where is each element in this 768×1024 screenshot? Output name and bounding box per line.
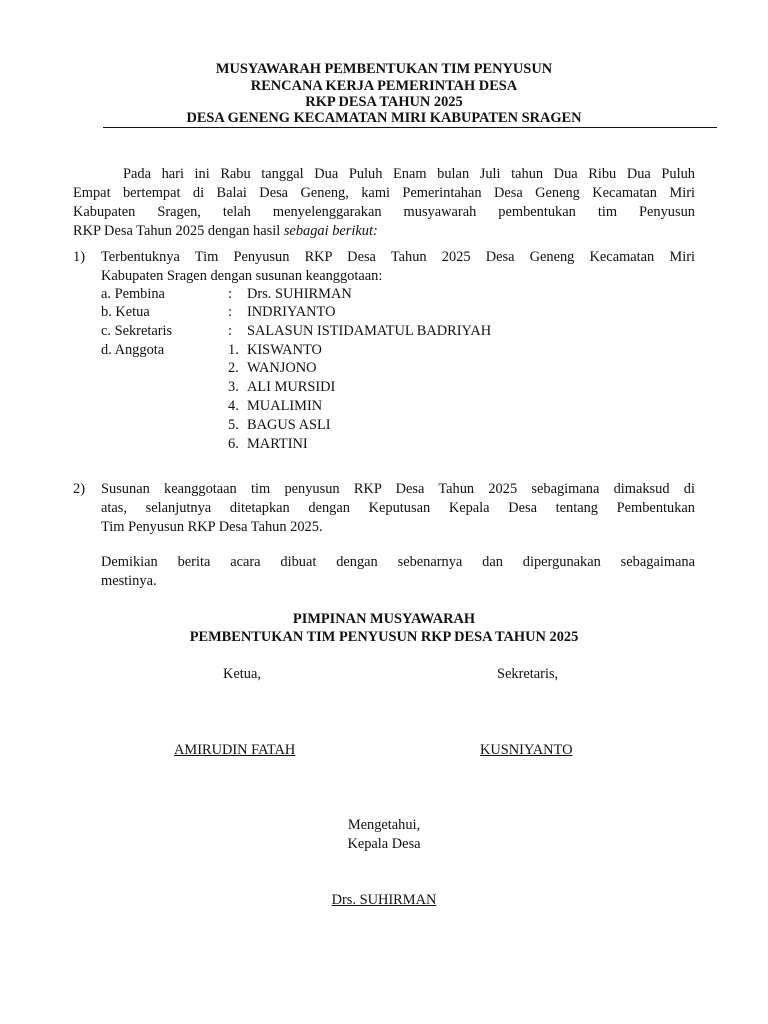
closing-line-2: mestinya. <box>101 573 157 589</box>
closing-paragraph <box>101 553 695 591</box>
item-2-number: 2) <box>73 481 85 497</box>
ketua-label: Ketua, <box>223 666 261 682</box>
header-line-4: DESA GENENG KECAMATAN MIRI KABUPATEN SRAGEN <box>186 110 582 126</box>
member-name: ALI MURSIDI <box>247 379 336 395</box>
role-separator: : <box>228 304 232 320</box>
item-1-line-2: Kabupaten Sragen dengan susunan keanggotaan: <box>101 268 383 284</box>
role-name: SALASUN ISTIDAMATUL BADRIYAH <box>247 323 492 339</box>
header-line-3: RKP DESA TAHUN 2025 <box>305 94 463 110</box>
intro-paragraph <box>73 165 695 241</box>
intro-line-1: Pada hari ini Rabu tanggal Dua Puluh Enam bulan Juli tahun Dua Ribu Dua Puluh <box>123 166 695 182</box>
ketua-signature-name: AMIRUDIN FATAH <box>174 742 296 758</box>
item-1-text <box>101 248 695 286</box>
acknowledgement-line-2: Kepala Desa <box>347 836 421 852</box>
leadership-title-2: PEMBENTUKAN TIM PENYUSUN RKP DESA TAHUN 2025 <box>189 629 579 645</box>
role-label: b. Ketua <box>101 304 150 320</box>
member-number: 4. <box>228 398 239 414</box>
intro-line-2: Empat bertempat di Balai Desa Geneng, kami Pemerintahan Desa Geneng Kecamatan Miri <box>73 185 695 201</box>
intro-line-3: Kabupaten Sragen, telah menyelenggarakan musyawarah pembentukan tim Penyusun <box>73 204 695 220</box>
role-separator: : <box>228 286 232 302</box>
role-separator: 1. <box>228 342 239 358</box>
member-name: BAGUS ASLI <box>247 417 331 433</box>
role-label: d. Anggota <box>101 342 165 358</box>
intro-line-4-italic: sebagai berikut: <box>283 223 378 239</box>
member-number: 6. <box>228 436 239 452</box>
item-2-text <box>101 480 695 537</box>
member-name: MARTINI <box>247 436 308 452</box>
role-label: a. Pembina <box>101 286 165 302</box>
member-name: MUALIMIN <box>247 398 323 414</box>
member-number: 3. <box>228 379 239 395</box>
kepala-desa-name: Drs. SUHIRMAN <box>331 892 437 908</box>
intro-line-4-text: RKP Desa Tahun 2025 dengan hasil <box>73 223 284 239</box>
role-name: Drs. SUHIRMAN <box>247 286 352 302</box>
role-name: INDRIYANTO <box>247 304 336 320</box>
header-line-2: RENCANA KERJA PEMERINTAH DESA <box>250 78 518 94</box>
item-2-line-3: Tim Penyusun RKP Desa Tahun 2025. <box>101 519 323 535</box>
sekretaris-label: Sekretaris, <box>497 666 559 682</box>
item-2-line-1: Susunan keanggotaan tim penyusun RKP Desa Tahun 2025 sebagimana dimaksud di <box>101 481 695 497</box>
header-divider <box>103 127 717 128</box>
intro-line-4 <box>73 222 695 241</box>
member-number: 5. <box>228 417 239 433</box>
role-name: KISWANTO <box>247 342 322 358</box>
member-number: 2. <box>228 360 239 376</box>
item-2-line-2: atas, selanjutnya ditetapkan dengan Keputusan Kepala Desa tentang Pembentukan <box>101 500 695 516</box>
header-line-1: MUSYAWARAH PEMBENTUKAN TIM PENYUSUN <box>215 61 553 77</box>
role-separator: : <box>228 323 232 339</box>
closing-line-1: Demikian berita acara dibuat dengan sebenarnya dan dipergunakan sebagaimana <box>101 554 695 570</box>
acknowledgement-line-1: Mengetahui, <box>347 817 421 833</box>
member-name: WANJONO <box>247 360 317 376</box>
sekretaris-signature-name: KUSNIYANTO <box>480 742 573 758</box>
item-1-line-1: Terbentuknya Tim Penyusun RKP Desa Tahun 2025 Desa Geneng Kecamatan Miri <box>101 249 695 265</box>
kepala-desa-signature-name <box>0 891 768 910</box>
item-1-number: 1) <box>73 249 85 265</box>
leadership-title-1: PIMPINAN MUSYAWARAH <box>292 611 476 627</box>
role-label: c. Sekretaris <box>101 323 173 339</box>
